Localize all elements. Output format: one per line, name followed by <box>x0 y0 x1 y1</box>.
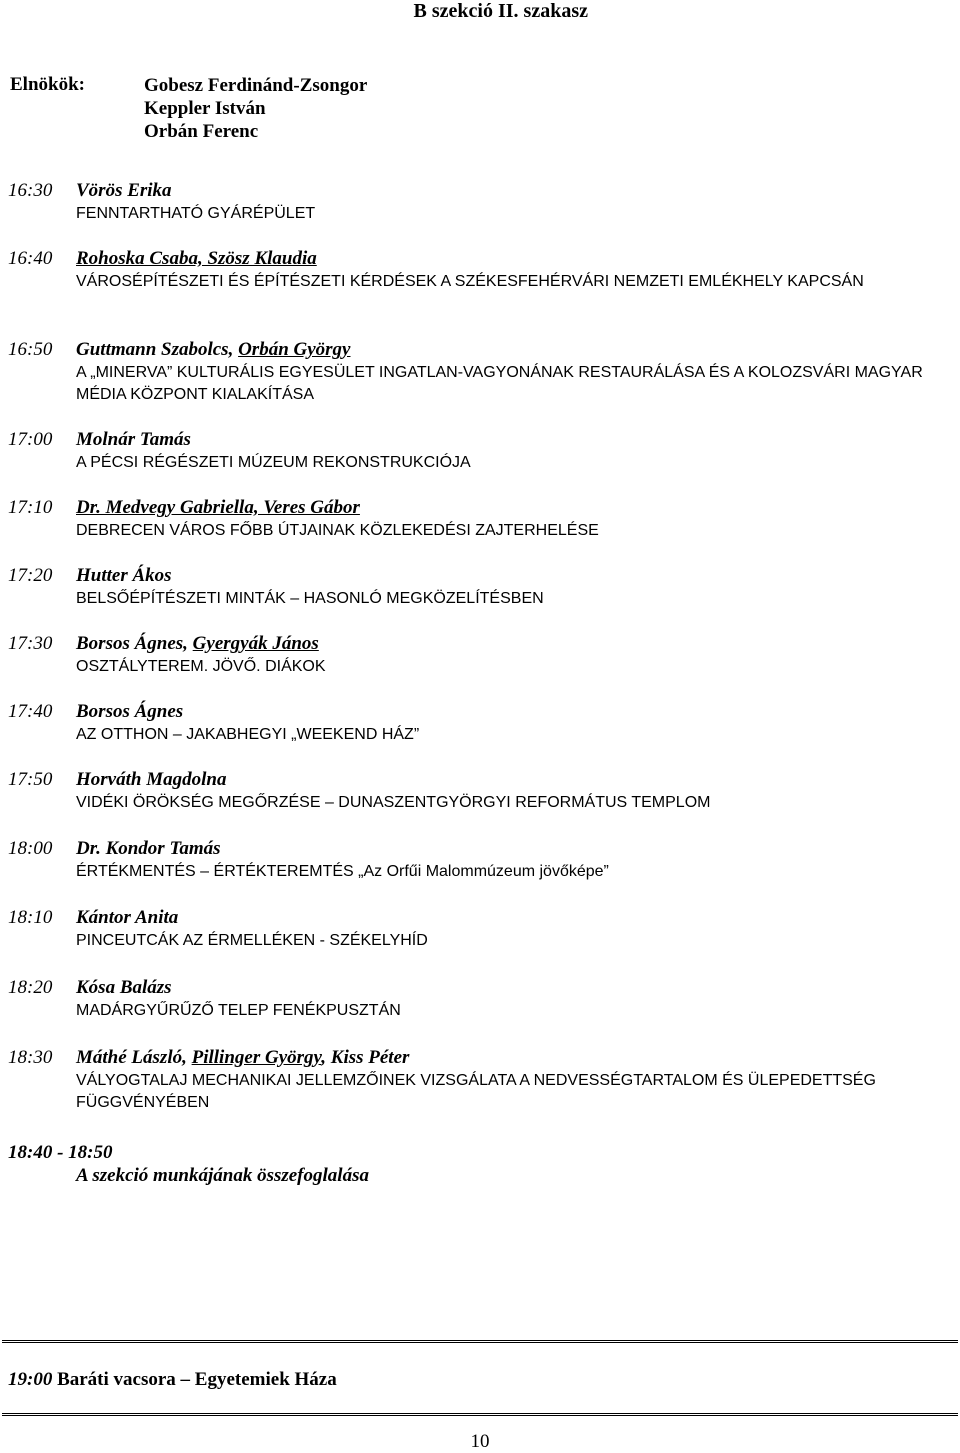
author-names: Borsos Ágnes, <box>76 633 193 654</box>
chair-name: Orbán Ferenc <box>144 121 259 142</box>
chair-name: Keppler István <box>144 98 266 119</box>
divider <box>2 1340 958 1343</box>
slot-authors <box>76 633 319 655</box>
slot-authors: Dr. Medvegy Gabriella, Veres Gábor <box>76 497 360 518</box>
slot-time: 18:10 <box>8 907 53 928</box>
author-names: , Kiss Péter <box>321 1047 410 1068</box>
author-name-underlined: Pillinger György <box>191 1047 322 1068</box>
slot-time: 18:00 <box>8 838 53 859</box>
dinner-time: 19:00 <box>8 1369 53 1390</box>
summary-text: A szekció munkájának összefoglalása <box>76 1165 369 1186</box>
chair-name: Gobesz Ferdinánd-Zsongor <box>144 75 368 96</box>
slot-title: VÁLYOGTALAJ MECHANIKAI JELLEMZŐINEK VIZSGÁLATA A NEDVESSÉGTARTALOM ÉS ÜLEPEDETTSÉG FÜGGVÉNYÉBEN <box>76 1072 876 1111</box>
slot-title: A „MINERVA” KULTURÁLIS EGYESÜLET INGATLAN-VAGYONÁNAK RESTAURÁLÁSA ÉS A KOLOZSVÁRI MAGYAR MÉDIA KÖZPONT KIALAKÍTÁSA <box>76 364 923 403</box>
slot-title: VÁROSÉPÍTÉSZETI ÉS ÉPÍTÉSZETI KÉRDÉSEK A SZÉKESFEHÉRVÁRI NEMZETI EMLÉKHELY KAPCSÁN <box>76 273 864 290</box>
dinner-line <box>8 1369 337 1391</box>
author-name-underlined: Orbán György <box>238 339 351 360</box>
slot-title: DEBRECEN VÁROS FŐBB ÚTJAINAK KÖZLEKEDÉSI ZAJTERHELÉSE <box>76 522 599 539</box>
slot-authors: Molnár Tamás <box>76 429 191 450</box>
slot-time: 18:30 <box>8 1047 53 1068</box>
slot-title: VIDÉKI ÖRÖKSÉG MEGŐRZÉSE – DUNASZENTGYÖRGYI REFORMÁTUS TEMPLOM <box>76 794 711 811</box>
slot-authors: Rohoska Csaba, Szösz Klaudia <box>76 248 317 269</box>
slot-title: AZ OTTHON – JAKABHEGYI „WEEKEND HÁZ” <box>76 726 420 743</box>
slot-title: BELSŐÉPÍTÉSZETI MINTÁK – HASONLÓ MEGKÖZELÍTÉSBEN <box>76 590 544 607</box>
slot-authors: Horváth Magdolna <box>76 769 227 790</box>
slot-time: 16:30 <box>8 180 53 201</box>
slot-authors <box>76 339 351 361</box>
slot-title: FENNTARTHATÓ GYÁRÉPÜLET <box>76 205 316 222</box>
slot-authors: Hutter Ákos <box>76 565 172 586</box>
slot-time: 16:50 <box>8 339 53 360</box>
slot-title: A PÉCSI RÉGÉSZETI MÚZEUM REKONSTRUKCIÓJA <box>76 454 471 471</box>
summary-time: 18:40 - 18:50 <box>8 1142 113 1163</box>
slot-authors: Vörös Erika <box>76 180 172 201</box>
slot-time: 17:20 <box>8 565 53 586</box>
slot-time: 17:00 <box>8 429 53 450</box>
page-number: 10 <box>470 1431 490 1452</box>
dinner-text: Baráti vacsora – Egyetemiek Háza <box>57 1369 337 1390</box>
divider <box>2 1413 958 1416</box>
slot-time: 17:40 <box>8 701 53 722</box>
author-name-underlined: Gyergyák János <box>192 633 319 654</box>
slot-title: PINCEUTCÁK AZ ÉRMELLÉKEN - SZÉKELYHÍD <box>76 932 428 949</box>
slot-authors: Kántor Anita <box>76 907 179 928</box>
slot-title: OSZTÁLYTEREM. JÖVŐ. DIÁKOK <box>76 658 326 675</box>
slot-time: 17:10 <box>8 497 53 518</box>
slot-title: MADÁRGYŰRŰZŐ TELEP FENÉKPUSZTÁN <box>76 1002 401 1019</box>
chairs-list <box>144 74 367 143</box>
slot-title: ÉRTÉKMENTÉS – ÉRTÉKTEREMTÉS „Az Orfűi Malommúzeum jövőképe” <box>76 863 609 880</box>
slot-authors: Borsos Ágnes <box>76 701 184 722</box>
section-header: B szekció II. szakasz <box>413 0 588 22</box>
slot-time: 18:20 <box>8 977 53 998</box>
slot-time: 17:50 <box>8 769 53 790</box>
slot-time: 17:30 <box>8 633 53 654</box>
slot-authors: Dr. Kondor Tamás <box>76 838 221 859</box>
author-names: Máthé László, <box>76 1047 192 1068</box>
chairs-label: Elnökök: <box>10 74 85 95</box>
slot-time: 16:40 <box>8 248 53 269</box>
slot-authors: Kósa Balázs <box>76 977 172 998</box>
slot-authors <box>76 1047 409 1069</box>
author-names: Guttmann Szabolcs, <box>76 339 239 360</box>
